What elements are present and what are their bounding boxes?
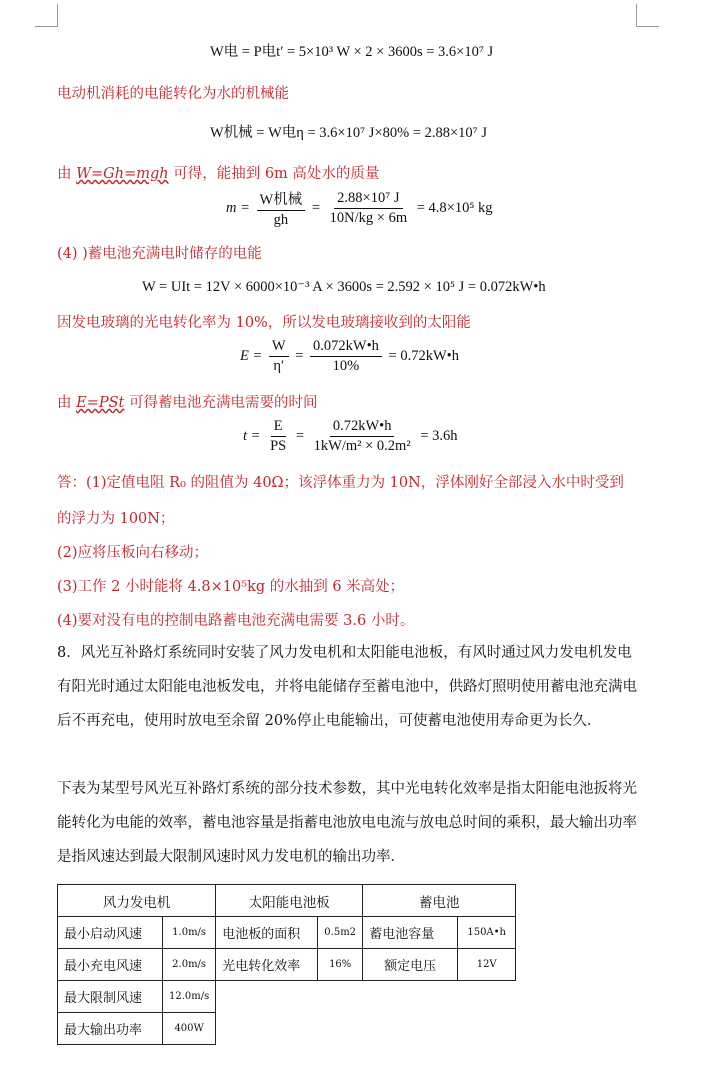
equation-time: t = $\frac{E}{PS}$ = $\frac{0.72kW•h}{\text{1kW/m² × 0.2m²}}$ = 3.6h [243, 418, 458, 454]
text-motor-conversion: 电动机消耗的电能转化为水的机械能 [57, 86, 289, 102]
text-mass-intro: 由 W=Gh=mgh 可得，能抽到 6m 高处水的质量 [57, 166, 380, 182]
table-row [58, 981, 516, 1013]
table-cell: 最小充电风速 [58, 949, 163, 981]
table-cell: 16% [318, 949, 363, 981]
table-cell: 12.0m/s [163, 981, 216, 1013]
table-cell: 400W [163, 1013, 216, 1045]
equation-mechanical-energy: W机械 = W电η = 3.6×10⁷ J×80% = 2.88×10⁷ J [210, 125, 487, 141]
table-cell: 电池板的面积 [216, 917, 318, 949]
table-cell: 最大输出功率 [58, 1013, 163, 1045]
answer-1-cont: 的浮力为 100N； [57, 511, 175, 527]
table-cell: 1.0m/s [163, 917, 216, 949]
page-corner-mark-right [636, 4, 659, 27]
equation-mass: m = $\frac{\text{W机械}}{gh}$ = $\frac{\text{2.88×10⁷ J}}{10N/kg \times 6m}$ = 4.8×10⁵ kg [226, 190, 493, 228]
question-8-intro: 8．风光互补路灯系统同时安装了风力发电机和太阳能电池板，有风时通过风力发电机发电 有阳光时通过太阳能电池板发电，并将电能储存至蓄电池中，供路灯照明使用蓄电池充满电后不再充电，使用时放电至余留 20%停止电能输出，可使蓄电池使用寿命更为长久． [57, 645, 647, 729]
equation-battery-energy: W = UIt = 12V × 6000×10⁻³ A × 3600s = 2.592 × 10⁵ J = 0.072kW•h [142, 279, 546, 295]
equation-solar-energy: E = $\frac{W}{\eta'}$ = $\frac{0.072kW•h}{10\%}$ = 0.72kW•h [240, 338, 459, 374]
text-solar-energy: 因发电玻璃的光电转化率为 10%，所以发电玻璃接收到的太阳能 [57, 315, 471, 331]
table-cell: 光电转化效率 [216, 949, 318, 981]
header-wind: 风力发电机 [58, 885, 216, 917]
table-cell: 最大限制风速 [58, 981, 163, 1013]
table-cell: 2.0m/s [163, 949, 216, 981]
formula-gh: W=Gh=mgh [76, 166, 169, 182]
table-cell: 蓄电池容量 [363, 917, 458, 949]
text-time-intro: 由 E=PSt 可得蓄电池充满电需要的时间 [57, 395, 318, 411]
table-cell: 额定电压 [363, 949, 458, 981]
answer-1: 答：(1)定值电阻 R₀ 的阻值为 40Ω；该浮体重力为 10N，浮体刚好全部浸入水中时受到 [57, 475, 624, 491]
table-empty-area [216, 981, 516, 1045]
table-cell: 150A•h [458, 917, 516, 949]
table-row [58, 949, 516, 981]
table-cell: 0.5m2 [318, 917, 363, 949]
answer-4: (4)要对没有电的控制电路蓄电池充满电需要 3.6 小时。 [57, 613, 415, 629]
text-battery-energy: (4) )蓄电池充满电时储存的电能 [57, 246, 262, 262]
question-8-table-desc: 下表为某型号风光互补路灯系统的部分技术参数，其中光电转化效率是指太阳能电池扳将光能转化为电能的效率，蓄电池容量是指蓄电池放电电流与放电总时间的乘积，最大输出功率是指风速达到最大限制风速时风力发电机的输出功率． [57, 781, 637, 865]
table-cell: 12V [458, 949, 516, 981]
header-solar: 太阳能电池板 [216, 885, 363, 917]
equation-electric-energy: W电 = P电t′ = 5×10³ W × 2 × 3600s = 3.6×10⁷ J [210, 44, 494, 60]
table-row [58, 917, 516, 949]
answer-2: (2)应将压板向右移动； [57, 545, 209, 561]
header-battery: 蓄电池 [363, 885, 516, 917]
tech-params-table [57, 884, 516, 1045]
formula-pst: E=PSt [76, 395, 125, 411]
answer-3: (3)工作 2 小时能将 4.8×10⁵kg 的水抽到 6 米高处； [57, 579, 405, 595]
table-header-row [58, 885, 516, 917]
page-corner-mark-left [35, 4, 58, 27]
table-cell: 最小启动风速 [58, 917, 163, 949]
